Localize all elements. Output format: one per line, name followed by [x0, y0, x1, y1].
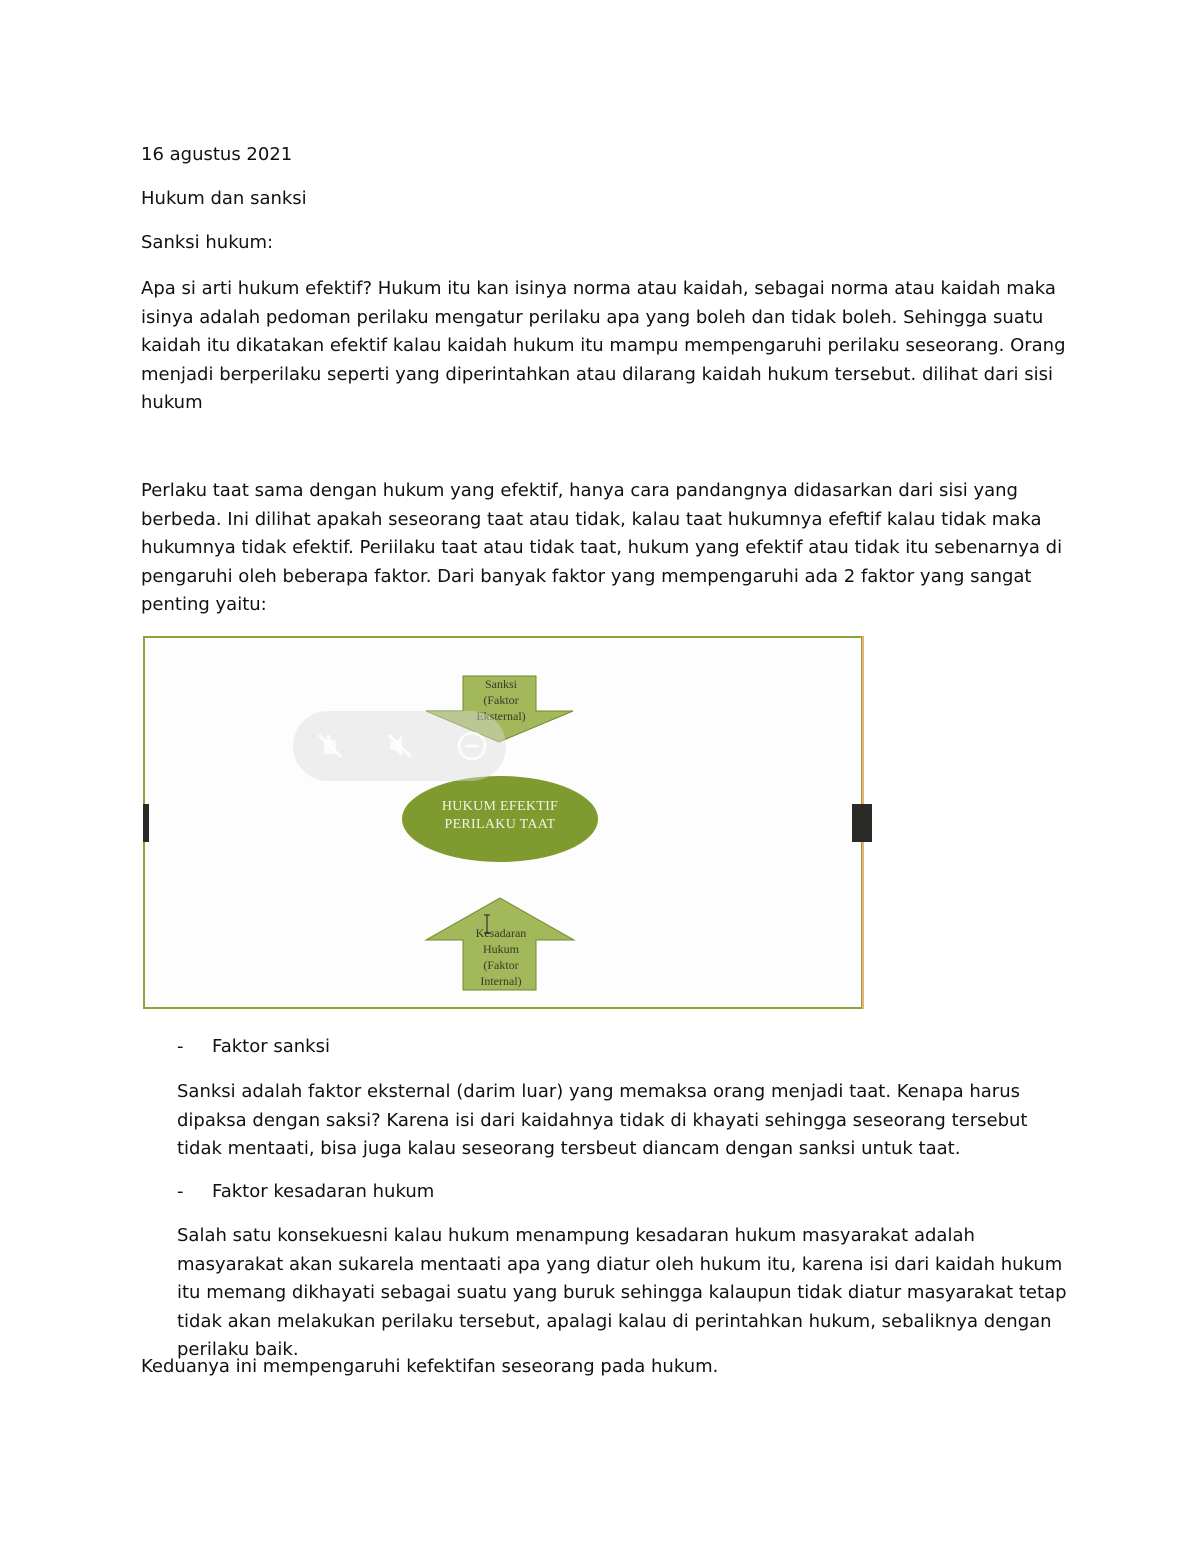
bottom-arrow-label-line: Hukum [483, 942, 519, 956]
document-title: Hukum dan sanksi [141, 188, 307, 209]
bullet-title-kesadaran-hukum: Faktor kesadaran hukum [212, 1181, 435, 1202]
center-label-line: PERILAKU TAAT [444, 817, 556, 832]
bullet-title-faktor-sanksi: Faktor sanksi [212, 1036, 330, 1057]
closing-sentence: Keduanya ini mempengaruhi kefektifan seseorang pada hukum. [141, 1356, 719, 1377]
hand-off-icon[interactable] [312, 728, 348, 764]
prev-slide-handle[interactable] [143, 804, 149, 842]
text-cursor-icon [483, 914, 491, 934]
bottom-arrow-label-line: (Faktor [483, 958, 519, 972]
document-subtitle: Sanksi hukum: [141, 232, 274, 253]
mute-icon[interactable] [382, 728, 418, 764]
bottom-arrow-label-line: Internal) [480, 974, 522, 988]
paragraph-hukum-efektif: Apa si arti hukum efektif? Hukum itu kan isinya norma atau kaidah, sebagai norma atau kaidah maka isinya adalah pedoman perilaku mengatur perilaku apa yang boleh dan tidak boleh. Sehingga suatu kaidah itu dikatakan efektif kalau kaidah hukum itu mampu mempengaruhi perilaku seseorang. Orang menjadi berperilaku seperti yang diperintahkan atau dilarang kaidah hukum tersebut. dilihat dari sisi hukum [141, 278, 1066, 413]
bottom-arrow-label-line: Kesadaran [475, 926, 527, 940]
paragraph-kesadaran-hukum: Salah satu konsekuesni kalau hukum menampung kesadaran hukum masyarakat adalah masyarakat akan sukarela mentaati apa yang diatur oleh hukum itu, karena isi dari kaidah hukum itu memang dikhayati sebagai suatu yang buruk sehingga kalaupun tidak diatur masyarakat tetap tidak akan melakukan perilaku tersebut, apalagi kalau di perintahkan hukum, sebaliknya dengan perilaku baik. [177, 1225, 1067, 1360]
paragraph-faktor-sanksi: Sanksi adalah faktor eksternal (darim luar) yang memaksa orang menjadi taat. Kenapa harus dipaksa dengan saksi? Karena isi dari kaidahnya tidak di khayati sehingga seseorang tersebut tidak mentaati, bisa juga kalau seseorang tersbeut diancam dengan sanksi untuk taat. [177, 1081, 1028, 1159]
top-arrow-label-line: Sanksi [484, 677, 517, 691]
bullet-dash: - [177, 1036, 184, 1057]
bullet-dash: - [177, 1181, 184, 1202]
paragraph-perilaku-taat: Perlaku taat sama dengan hukum yang efektif, hanya cara pandangnya didasarkan dari sisi yang berbeda. Ini dilihat apakah seseorang taat atau tidak, kalau taat hukumnya efeftif kalau tidak maka hukumnya tidak efektif. Periilaku taat atau tidak taat, hukum yang efektif atau tidak itu sebenarnya di pengaruhi oleh beberapa faktor. Dari banyak faktor yang mempengaruhi ada 2 faktor yang sangat penting yaitu: [141, 480, 1063, 615]
center-ellipse-label [402, 798, 598, 834]
next-slide-handle[interactable] [852, 804, 872, 842]
bottom-arrow-label [462, 925, 540, 989]
top-arrow-label-line: Eksternal) [476, 709, 526, 723]
top-arrow-label-line: (Faktor [483, 693, 519, 707]
center-label-line: HUKUM EFEKTIF [441, 799, 559, 814]
minus-circle-icon[interactable] [454, 728, 490, 764]
document-date: 16 agustus 2021 [141, 144, 293, 165]
